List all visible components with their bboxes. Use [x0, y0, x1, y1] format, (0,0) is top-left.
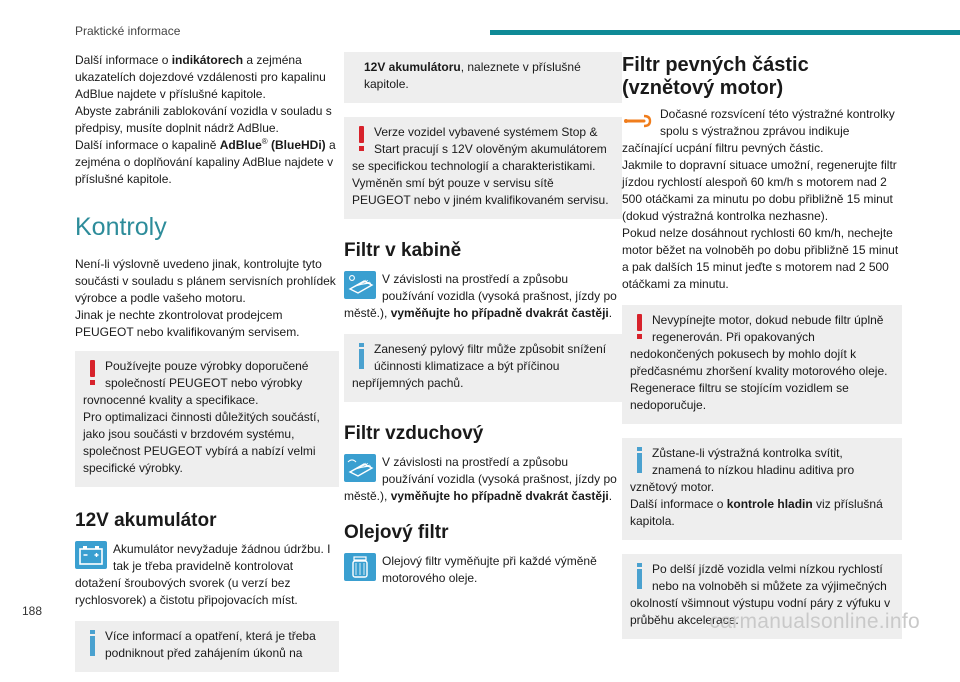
heading-akumulator: 12V akumulátor: [75, 510, 217, 531]
warning-icon: [630, 314, 652, 340]
watermark: carmanualsonline.info: [709, 610, 920, 633]
oil-filter-icon: [344, 553, 378, 583]
vzduchovy-section: V závislosti na prostředí a způsobu používání vozidla (vysoká prašnost, jízdy po městě.), vyměňujte ho případně dvakrát častěji.: [344, 455, 617, 503]
kontroly-paragraph: Není-li výslovně uvedeno jinak, kontrolujte tyto součásti v souladu s plánem servisních prohlídek výrobce a podle vašeho motoru. Jinak je nechte zkontrolovat prodejcem PEUGEOT nebo kvalifikovaným servisem.: [75, 257, 336, 339]
header-title: Praktické informace: [75, 24, 181, 38]
header-rule: [490, 30, 960, 35]
warning-box-products: Používejte pouze výrobky doporučené společností PEUGEOT nebo výrobky rovnocenné kvality a specifikace. Pro optimalizaci činnosti důležitých součástí, jako jsou součásti v brzdovém systému, společnost PEUGEOT vybírá a nabízí velmi specifické výrobky.: [75, 351, 339, 487]
battery-icon: [75, 541, 109, 571]
akumulator-paragraph: Akumulátor nevyžaduje žádnou údržbu. I tak je třeba pravidelně kontrolovat dotažení šroubových svorek (u verzí bez rychlosvorek) a čistotu připojovacích míst.: [75, 542, 331, 607]
column-3: [622, 52, 902, 649]
info-icon: [83, 630, 105, 656]
kabina-section: V závislosti na prostředí a způsobu používání vozidla (vysoká prašnost, jízdy po městě.), vyměňujte ho případně dvakrát častěji.: [344, 272, 617, 320]
cabin-filter-icon: [344, 271, 378, 301]
heading-dpf: Filtr pevných částic (vznětový motor): [622, 54, 809, 99]
warning-icon: [352, 126, 374, 152]
info-box-battery: Více informací a opatření, která je třeba podniknout před zahájením úkonů na: [75, 621, 339, 672]
olejovy-section: Olejový filtr vyměňujte při každé výměně motorového oleje.: [344, 553, 622, 587]
heading-filtr-kabina: Filtr v kabině: [344, 240, 462, 261]
info-box-pollen: Zanesený pylový filtr může způsobit snížení účinnosti klimatizace a být příčinou nepříjemných pachů.: [344, 334, 622, 402]
info-icon: [630, 447, 652, 473]
page-number: 188: [22, 604, 43, 618]
info-box-water-vapour: Po delší jízdě vozidla velmi nízkou rychlostí nebo na volnoběh si můžete za výjimečných okolností všimnout výstupu vodní páry z výfuku v průběhu akcelerace.: [622, 554, 902, 639]
warning-icon: [83, 360, 105, 386]
heading-olejovy-filtr: Olejový filtr: [344, 522, 449, 543]
info-box-battery-cont: 12V akumulátoru, naleznete v příslušné kapitole.: [344, 52, 622, 103]
heading-kontroly: Kontroly: [75, 213, 167, 241]
intro-paragraph: Další informace o indikátorech a zejména ukazatelích dojezdové vzdálenosti pro kapalinu AdBlue najdete v příslušné kapitole. Abyste zabránili zablokování vozidla v souladu s předpisy, musíte doplnit nádrž AdBlue. Další informace o kapalině AdBlue® (BlueHDi) a zejména o doplňování kapaliny AdBlue najdete v příslušné kapitole.: [75, 53, 336, 186]
info-icon: [352, 343, 374, 369]
particle-filter-warning-lamp-icon: [622, 108, 656, 130]
akumulator-section: [75, 541, 339, 609]
dpf-section: Dočasné rozsvícení této výstražné kontrolky spolu s výstražnou zprávou indikuje začínající ucpání filtru pevných částic. Jakmile to dopravní situace umožní, regenerujte filtr jízdou rychlostí alespoň 60 km/h s motorem nad 2 500 otáčkami za minutu po dobu přibližně 15 minut (dokud výstražná kontrolka nezhasne). Pokud nelze dosáhnout rychlosti 60 km/h, nechejte motor běžet na volnoběh po dobu přibližně 15 minut a pak dalších 15 minut jeďte s motorem nad 2 500 otáčkami za minutu.: [622, 107, 899, 291]
column-1: [75, 52, 339, 682]
air-filter-icon: [344, 454, 378, 484]
warning-box-stop-start: Verze vozidel vybavené systémem Stop & Start pracují s 12V olověným akumulátorem se specifickou technologií a charakteristikami. Vyměněn smí být pouze v servisu sítě PEUGEOT nebo v jiném kvalifikovaném servisu.: [344, 117, 622, 219]
info-box-additive: Zůstane-li výstražná kontrolka svítit, znamená to nízkou hladinu aditiva pro vznětový motor. Další informace o kontrole hladin viz příslušná kapitola.: [622, 438, 902, 540]
heading-filtr-vzduchovy: Filtr vzduchový: [344, 423, 484, 444]
info-icon: [630, 563, 652, 589]
warning-box-regeneration: Nevypínejte motor, dokud nebude filtr úplně regenerován. Při opakovaných nedokončených pokusech by mohlo dojít k předčasnému zhoršení kvality motorového oleje. Regenerace filtru se stojícím vozidlem se nedoporučuje.: [622, 305, 902, 424]
column-2: [344, 52, 622, 587]
